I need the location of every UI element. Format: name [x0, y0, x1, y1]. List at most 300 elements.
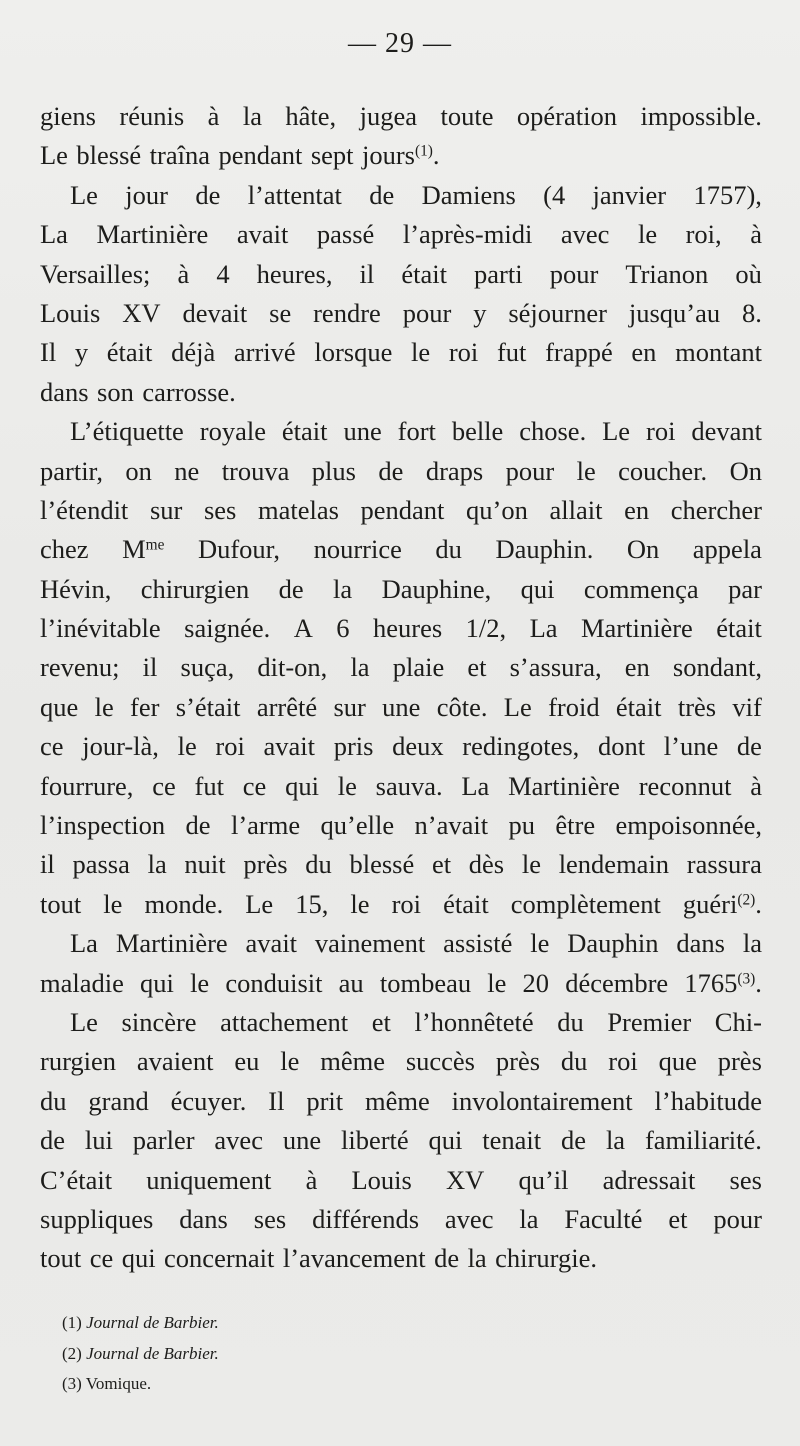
- word: Premier: [607, 1006, 692, 1037]
- word: chercher: [670, 494, 762, 525]
- text-line: [40, 727, 762, 766]
- word: passé: [316, 219, 375, 250]
- word: tout: [40, 1243, 82, 1274]
- text-line: [40, 294, 762, 333]
- word: Dauphin: [567, 928, 659, 959]
- text-line: [40, 1121, 762, 1160]
- word: chose.: [519, 416, 587, 447]
- word: XV: [122, 297, 161, 328]
- word: se: [269, 297, 292, 328]
- word: la: [333, 573, 353, 604]
- word: heures: [372, 613, 443, 644]
- word: la: [147, 849, 167, 880]
- text-line: [40, 767, 762, 806]
- word: Damiens: [421, 179, 516, 210]
- word: qui: [140, 967, 174, 998]
- word: Le: [70, 179, 98, 210]
- word: une: [343, 416, 382, 447]
- text-line: [40, 215, 762, 254]
- text-line: [40, 609, 762, 648]
- word: le: [576, 455, 596, 486]
- word: y: [74, 337, 89, 368]
- word: ce: [152, 770, 176, 801]
- word: impossible.: [640, 101, 762, 131]
- word: avait: [263, 731, 316, 762]
- word: et: [467, 652, 487, 683]
- word: guéri$^{(2)}$.: [682, 888, 762, 919]
- word: heures,: [256, 258, 333, 289]
- word: lui: [84, 1125, 113, 1156]
- word: dans: [40, 376, 89, 407]
- word: prit: [306, 1085, 344, 1116]
- word: à: [750, 770, 762, 801]
- word: adressait: [602, 1164, 696, 1195]
- word: était: [401, 258, 447, 289]
- word: arrivé: [233, 337, 296, 368]
- word: La: [461, 770, 490, 801]
- word: le: [190, 967, 210, 998]
- word: frappé: [545, 337, 613, 368]
- word: même: [365, 1085, 430, 1116]
- word: L’étiquette: [70, 416, 184, 447]
- word: le: [411, 337, 431, 368]
- word: à: [750, 219, 762, 250]
- word: suça,: [180, 652, 235, 683]
- word: Dauphine,: [381, 573, 492, 604]
- word: chirurgien: [140, 573, 250, 604]
- word: qui: [121, 1243, 156, 1274]
- footnote-text: Journal de Barbier.: [86, 1343, 219, 1363]
- footnote-text: Journal de Barbier.: [86, 1313, 219, 1332]
- word: coucher.: [618, 455, 708, 486]
- word: sept: [310, 140, 354, 171]
- word: qui: [285, 770, 319, 801]
- word: qu’elle: [320, 810, 395, 841]
- word: ne: [174, 455, 200, 486]
- page-number: — 29 —: [348, 28, 452, 59]
- text-line: [40, 97, 762, 136]
- word: pour: [549, 258, 599, 289]
- word: avait: [245, 928, 298, 959]
- word: pour: [505, 455, 555, 486]
- word: ses: [253, 1203, 287, 1234]
- word: pour: [713, 1203, 762, 1234]
- text-line: [40, 570, 762, 609]
- word: à: [177, 258, 190, 289]
- word: jusqu’au: [628, 297, 721, 328]
- footnote-ref: me: [145, 536, 165, 554]
- word: chez: [40, 534, 89, 565]
- footnote-ref: (1): [414, 142, 433, 160]
- word: l’avancement: [282, 1243, 426, 1274]
- word: A: [293, 613, 313, 644]
- word: giens: [40, 101, 96, 131]
- word: il: [142, 652, 158, 683]
- word: que: [658, 1046, 697, 1077]
- word: Le: [602, 416, 631, 447]
- word: C’était: [40, 1164, 113, 1195]
- word: en: [624, 494, 650, 525]
- word: Le: [70, 1006, 98, 1037]
- word: le: [94, 691, 114, 722]
- word: l’attentat: [247, 179, 342, 210]
- word: sauva.: [375, 770, 443, 801]
- word: concernait: [164, 1243, 275, 1274]
- word: en: [624, 652, 650, 683]
- word: jour: [125, 179, 168, 210]
- word: empoisonnée,: [615, 810, 762, 841]
- word: tombeau: [379, 967, 472, 998]
- text-line: [40, 1161, 762, 1200]
- word: devant: [691, 416, 762, 447]
- word: à: [207, 101, 220, 131]
- word: allait: [549, 494, 603, 525]
- word: Le: [245, 888, 274, 919]
- word: pendant: [218, 140, 303, 171]
- word: draps: [425, 455, 484, 486]
- word: Le: [40, 140, 68, 171]
- word: pendant: [360, 494, 445, 525]
- word: et: [431, 849, 452, 880]
- word: janvier: [592, 179, 667, 210]
- word: roi: [215, 731, 245, 762]
- word: 8.: [742, 297, 762, 328]
- word: la: [467, 1243, 487, 1274]
- word: le: [637, 219, 658, 250]
- word: qu’on: [466, 494, 528, 525]
- word: suppliques: [40, 1203, 154, 1234]
- word: le: [337, 770, 357, 801]
- word: toute: [440, 101, 494, 131]
- text-line: [40, 373, 762, 412]
- word: et: [668, 1203, 688, 1234]
- text-line: [40, 648, 762, 687]
- word: l’arme: [230, 810, 301, 841]
- word: la: [350, 652, 370, 683]
- word: la: [242, 101, 262, 131]
- word: de: [40, 1125, 66, 1156]
- word: était: [443, 888, 489, 919]
- word: l’inévitable: [40, 613, 161, 644]
- word: Martinière: [580, 613, 693, 644]
- word: roi: [608, 1046, 638, 1077]
- word: dans: [179, 1203, 228, 1234]
- word: même: [320, 1046, 385, 1077]
- word: déjà: [171, 337, 216, 368]
- word: la: [605, 1125, 626, 1156]
- word: 1757),: [693, 179, 762, 210]
- word: La: [529, 613, 558, 644]
- word: de: [561, 1125, 587, 1156]
- word: 6: [336, 613, 350, 644]
- word: Faculté: [564, 1203, 643, 1234]
- word: On: [729, 455, 762, 486]
- word: le: [521, 849, 541, 880]
- text-line: [40, 412, 762, 451]
- word: ses: [203, 494, 237, 525]
- text-line: [40, 845, 762, 884]
- word: rassura: [686, 849, 762, 880]
- text-line: [40, 964, 762, 1003]
- footnote-mark: (2): [62, 1343, 82, 1363]
- word: Trianon: [625, 258, 709, 289]
- text-line: [40, 176, 762, 215]
- word: ce: [89, 1243, 114, 1274]
- word: réunis: [119, 101, 185, 131]
- word: monde.: [144, 888, 224, 919]
- word: ses: [729, 1164, 762, 1195]
- word: jours$^{(1)}$.: [361, 140, 440, 171]
- footnote-mark: (3): [62, 1374, 82, 1393]
- word: près: [717, 1046, 762, 1077]
- footnote-ref: (2): [737, 891, 756, 909]
- word: succès: [405, 1046, 475, 1077]
- word: avec: [444, 1203, 494, 1234]
- text-line: [40, 491, 762, 530]
- footnotes: [62, 1308, 762, 1400]
- word: grand: [88, 1085, 149, 1116]
- word: assisté: [443, 928, 513, 959]
- word: opération: [516, 101, 617, 131]
- word: ce: [40, 731, 64, 762]
- word: qui: [520, 573, 555, 604]
- word: reconnut: [638, 770, 732, 801]
- word: trouva: [221, 455, 290, 486]
- word: La: [40, 219, 68, 250]
- word: fut: [194, 770, 224, 801]
- word: sincère: [121, 1006, 197, 1037]
- body-text: [40, 97, 762, 1279]
- word: avaient: [136, 1046, 214, 1077]
- word: nuit: [184, 849, 226, 880]
- word: jour-là,: [82, 731, 159, 762]
- word: XV: [446, 1164, 485, 1195]
- word: traîna: [149, 140, 210, 171]
- word: l’habitude: [654, 1085, 762, 1116]
- footnote: [62, 1369, 762, 1400]
- word: matelas: [257, 494, 339, 525]
- word: rurgien: [40, 1046, 117, 1077]
- word: dans: [676, 928, 725, 959]
- word: par: [728, 573, 762, 604]
- word: écuyer.: [170, 1085, 247, 1116]
- word: tenait: [482, 1125, 542, 1156]
- word: complètement: [510, 888, 661, 919]
- word: jugea: [359, 101, 418, 131]
- word: avec: [214, 1125, 263, 1156]
- word: blessé: [349, 849, 415, 880]
- word: le: [280, 1046, 300, 1077]
- word: nourrice: [313, 534, 402, 565]
- word: fut: [496, 337, 527, 368]
- word: ce: [242, 770, 267, 801]
- word: partir,: [40, 455, 103, 486]
- word: (4: [543, 179, 566, 210]
- word: différends: [312, 1203, 420, 1234]
- word: Versailles;: [40, 258, 151, 289]
- text-line: [40, 333, 762, 372]
- text-line: [40, 1042, 762, 1081]
- word: chirurgie.: [495, 1243, 597, 1274]
- word: qui: [428, 1125, 463, 1156]
- word: de: [369, 179, 395, 210]
- word: roi: [448, 337, 479, 368]
- word: fourrure,: [40, 770, 134, 801]
- word: il: [359, 258, 375, 289]
- word: le: [487, 967, 507, 998]
- word: on: [125, 455, 152, 486]
- text-line: [40, 885, 762, 924]
- word: Louis: [351, 1164, 412, 1195]
- word: l’après-midi: [402, 219, 533, 250]
- word: avec: [560, 219, 610, 250]
- word: au: [338, 967, 364, 998]
- word: parti: [474, 258, 523, 289]
- word: carrosse.: [142, 376, 236, 407]
- word: il: [40, 849, 55, 880]
- word: $M^{me}$: [122, 534, 165, 565]
- word: que: [40, 691, 79, 722]
- word: blessé: [76, 140, 142, 171]
- word: était: [281, 416, 328, 447]
- footnote: [62, 1339, 762, 1370]
- footnote-ref: (3): [737, 970, 756, 988]
- word: du: [557, 1006, 584, 1037]
- word: redingotes,: [462, 731, 580, 762]
- text-line: [40, 924, 762, 963]
- word: de: [195, 179, 221, 210]
- word: plaie: [392, 652, 445, 683]
- word: de: [278, 573, 304, 604]
- word: plus: [311, 455, 356, 486]
- word: Dufour,: [197, 534, 281, 565]
- text-line: [40, 452, 762, 491]
- word: vainement: [314, 928, 426, 959]
- text-line: [40, 530, 762, 569]
- word: saignée.: [184, 613, 271, 644]
- text-line: [40, 136, 762, 175]
- word: du: [435, 534, 462, 565]
- word: était: [106, 337, 153, 368]
- word: devait: [182, 297, 248, 328]
- word: dont: [597, 731, 646, 762]
- word: 1765$^{(3)}$.: [684, 967, 762, 998]
- word: commença: [583, 573, 699, 604]
- word: s’était: [175, 691, 241, 722]
- word: uniquement: [146, 1164, 272, 1195]
- word: Martinière: [508, 770, 620, 801]
- word: Hévin,: [40, 573, 112, 604]
- footnote-mark: (1): [62, 1313, 82, 1332]
- footnote-text: Vomique.: [85, 1374, 152, 1393]
- word: en: [631, 337, 657, 368]
- word: arrêté: [256, 691, 318, 722]
- word: roi,: [685, 219, 722, 250]
- word: sur: [333, 691, 366, 722]
- word: 4: [216, 258, 230, 289]
- word: avait: [236, 219, 289, 250]
- word: le: [103, 888, 123, 919]
- word: Il: [268, 1085, 285, 1116]
- word: le: [350, 888, 370, 919]
- word: appela: [692, 534, 762, 565]
- word: de: [434, 1243, 460, 1274]
- word: Chi-: [714, 1006, 762, 1037]
- word: 15,: [295, 888, 329, 919]
- text-line: [40, 1200, 762, 1239]
- word: le: [177, 731, 197, 762]
- word: Il: [40, 337, 57, 368]
- word: eu: [234, 1046, 260, 1077]
- word: et: [371, 1006, 391, 1037]
- word: fort: [397, 416, 436, 447]
- word: froid: [548, 691, 600, 722]
- word: La: [70, 928, 98, 959]
- word: passa: [72, 849, 130, 880]
- word: être: [555, 810, 596, 841]
- word: dit-on,: [257, 652, 328, 683]
- word: Louis: [40, 297, 101, 328]
- word: n’avait: [414, 810, 489, 841]
- word: de: [185, 810, 211, 841]
- word: à: [305, 1164, 318, 1195]
- word: conduisit: [225, 967, 323, 998]
- word: son: [97, 376, 134, 407]
- word: qu’il: [518, 1164, 569, 1195]
- word: de: [736, 731, 762, 762]
- text-line: [40, 1239, 762, 1278]
- word: deux: [392, 731, 444, 762]
- word: le: [530, 928, 550, 959]
- word: du: [40, 1085, 67, 1116]
- word: Martinière: [96, 219, 209, 250]
- word: tout: [40, 888, 82, 919]
- word: était: [716, 613, 762, 644]
- word: une: [282, 1125, 322, 1156]
- word: montant: [675, 337, 762, 368]
- word: involontairement: [451, 1085, 633, 1116]
- word: du: [305, 849, 332, 880]
- word: sondant,: [672, 652, 762, 683]
- word: séjourner: [508, 297, 607, 328]
- word: où: [735, 258, 762, 289]
- word: 20: [522, 967, 550, 998]
- word: roi: [646, 416, 676, 447]
- word: l’étendit: [40, 494, 129, 525]
- word: rendre: [313, 297, 381, 328]
- text-line: [40, 255, 762, 294]
- word: décembre: [565, 967, 669, 998]
- word: vif: [732, 691, 762, 722]
- word: une: [382, 691, 421, 722]
- word: l’inspection: [40, 810, 166, 841]
- word: l’honnêteté: [414, 1006, 534, 1037]
- footnote: [62, 1308, 762, 1339]
- word: familiarité.: [644, 1125, 762, 1156]
- word: pris: [333, 731, 374, 762]
- word: liberté: [340, 1125, 409, 1156]
- text-line: [40, 688, 762, 727]
- word: 1/2,: [465, 613, 507, 644]
- word: dès: [468, 849, 505, 880]
- word: près: [495, 1046, 541, 1077]
- word: On: [626, 534, 660, 565]
- word: était: [615, 691, 662, 722]
- word: royale: [199, 416, 266, 447]
- word: l’une: [663, 731, 719, 762]
- word: revenu;: [40, 652, 120, 683]
- text-line: [40, 1082, 762, 1121]
